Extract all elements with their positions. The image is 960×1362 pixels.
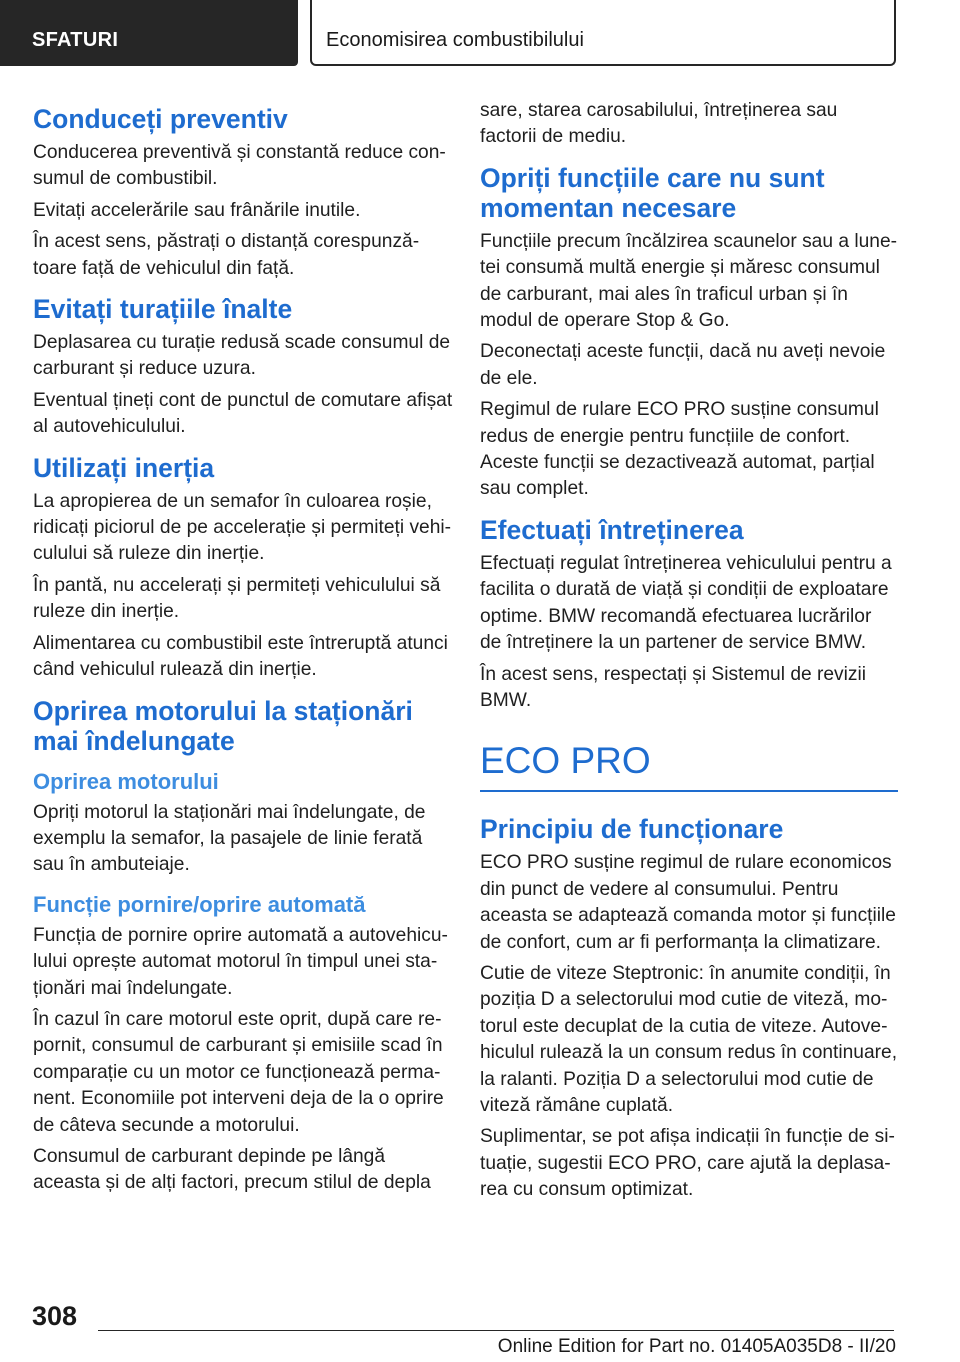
page-number: 308 — [32, 1301, 78, 1331]
paragraph: Consumul de carburant depinde pe lângă aceasta și de alți factori, precum stilul de depla — [33, 1145, 431, 1194]
section-title-eco-pro: ECO PRO — [480, 740, 898, 792]
paragraph: Eventual țineți cont de punctul de comutare afișat al autovehiculului. — [33, 389, 453, 438]
paragraph: Regimul de rulare ECO PRO susține consumul redus de energie pentru funcțiile de confort. Aceste funcții se dezactivează automat, parțial sau complet. — [480, 399, 879, 500]
paragraph: Opriți motorul la staționări mai îndelungate, de exemplu la semafor, la pasajele de linie ferată sau în ambuteiaje. — [33, 801, 426, 876]
paragraph: Efectuați regulat întreținerea vehiculului pentru a facilita o durată de viață și condiții de exploatare optime. BMW recomandă efectuarea lucrărilor de întreținere la un partener de service BMW. — [480, 552, 892, 654]
heading-revs: Evitați turațiile înalte — [33, 294, 293, 325]
section-label: SFATURI — [32, 29, 119, 51]
heading-stop-engine: Oprirea motorului la staționări mai îndelungate — [33, 695, 413, 756]
subheading-stop-engine: Oprirea motorului — [33, 768, 219, 794]
heading-functions: Opriți funcțiile care nu sunt momentan necesare — [480, 162, 825, 223]
heading-coast: Utilizați inerția — [33, 452, 215, 483]
footer-divider — [98, 1330, 894, 1331]
paragraph: Conducerea preventivă și constantă reduce consumul de combustibil. — [33, 142, 446, 190]
paragraph: În cazul în care motorul este oprit, după care repornit, consumul de carburant și emisiile scad în comparație cu un motor ce funcționează permanent. Economiile pot interveni deja de la o oprire de câteva secunde a motorului. — [33, 1008, 444, 1136]
paragraph: ECO PRO susține regimul de rulare economicos din punct de vedere al consumului. Pentru aceasta se adaptează comanda motor și funcțiile de confort, cum ar fi performanța la climatizare. — [480, 852, 896, 953]
page-header — [0, 0, 960, 66]
paragraph: Funcția de pornire oprire automată a autovehiculului oprește automat motorul în timpul unei staționări mai îndelungate. — [33, 924, 448, 999]
paragraph: Suplimentar, se pot afișa indicații în funcție de situație, sugestii ECO PRO, care ajută la deplasarea cu consum optimizat. — [480, 1126, 895, 1201]
paragraph: Deplasarea cu turație redusă scade consumul de carburant și reduce uzura. — [33, 332, 451, 380]
paragraph: Deconectați aceste funcții, dacă nu aveți nevoie de ele. — [480, 341, 886, 389]
paragraph: La apropierea de un semafor în culoarea roșie, ridicați piciorul de pe accelerație și permiteți vehiculului să ruleze din inerție. — [33, 490, 452, 565]
edition-text: Online Edition for Part no. 01405A035D8 - II/20 — [497, 1336, 896, 1357]
left-column — [33, 98, 453, 1202]
paragraph: În acest sens, păstrați o distanță corespunzătoare față de vehiculul din față. — [33, 231, 420, 279]
chapter-tab — [310, 0, 896, 66]
paragraph: În pantă, nu accelerați și permiteți vehiculului să ruleze din inerție. — [33, 574, 441, 623]
paragraph: Alimentarea cu combustibil este întreruptă atunci când vehiculul rulează din inerție. — [33, 632, 448, 681]
heading-service: Efectuați întreținerea — [480, 514, 744, 545]
paragraph-continued: sare, starea carosabilului, întreținerea sau factorii de mediu. — [480, 100, 838, 148]
heading-principle: Principiu de funcționare — [480, 814, 784, 845]
subheading-auto-start-stop: Funcție pornire/oprire automată — [33, 891, 366, 917]
chapter-title: Economisirea combustibilului — [326, 29, 584, 51]
heading-anticipate: Conduceți preventiv — [33, 104, 288, 134]
right-column — [480, 98, 898, 1209]
paragraph: Evitați accelerările sau frânările inutile. — [33, 199, 361, 221]
paragraph: Funcțiile precum încălzirea scaunelor sau a lunetei consumă multă energie și măresc consumul de carburant, mai ales în traficul urban și în modul de operare Stop & Go. — [480, 230, 898, 332]
paragraph: În acest sens, respectați și Sistemul de revizii BMW. — [480, 663, 867, 711]
section-tab — [0, 0, 298, 66]
paragraph: Cutie de viteze Steptronic: în anumite condiții, în poziția D a selectorului mod cutie de viteză, motorul este decuplat de la cutia de viteze. Autovehiculul rulează la un consum redus în continuare, la ralanti. Poziția D a selectorului mod cutie de viteză rămâne cuplată. — [480, 962, 898, 1116]
